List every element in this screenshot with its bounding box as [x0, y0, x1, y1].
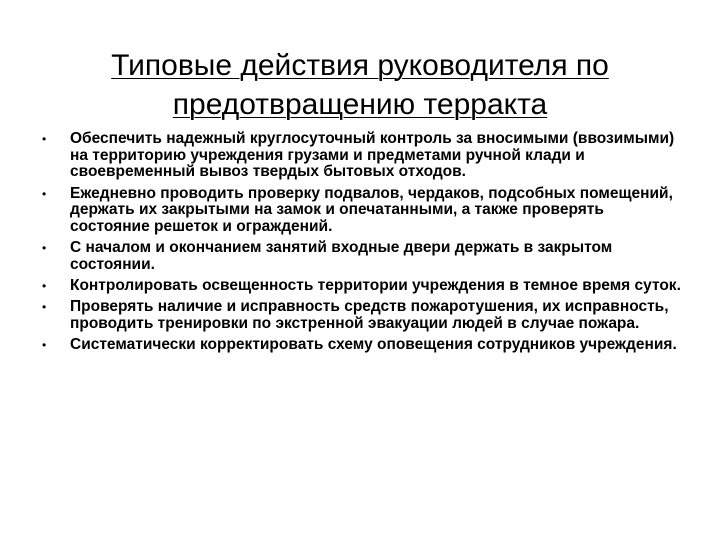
bullet-text: С началом и окончанием занятий входные двери держать в закрытом состоянии. [70, 239, 613, 273]
bullet-icon: • [42, 337, 47, 352]
bullet-item-cargo-control [42, 131, 682, 181]
bullet-icon: • [42, 132, 47, 146]
bullet-item-fire-equipment [42, 299, 682, 332]
bullet-list [42, 131, 682, 358]
bullet-text: Обеспечить надежный круглосуточный контроль за вносимыми (ввозимыми) на территорию учреждения грузами и предметами ручной клади и своевременный вывоз твердых бытовых отходов. [70, 130, 675, 181]
bullet-text: Проверять наличие и исправность средств пожаротушения, их исправность, проводить тренировки по экстренной эвакуации людей в случае пожара. [70, 297, 669, 332]
bullet-icon: • [42, 299, 47, 314]
bullet-icon: • [42, 278, 47, 293]
slide-title [60, 46, 660, 124]
bullet-text: Контролировать освещенность территории учреждения в темное время суток. [70, 276, 681, 294]
bullet-icon: • [42, 241, 47, 255]
bullet-icon: • [42, 186, 47, 201]
bullet-item-lighting-control [42, 278, 682, 295]
slide-title-line-2: предотвращению терракта [172, 88, 548, 122]
bullet-text: Ежедневно проводить проверку подвалов, чердаков, подсобных помещений, держать их закрытыми на замок и опечатанными, а также проверять состояние решеток и ограждений. [70, 184, 673, 235]
bullet-item-notification-scheme [42, 337, 682, 354]
bullet-text: Систематически корректировать схему оповещения сотрудников учреждения. [70, 335, 677, 353]
bullet-item-daily-inspection [42, 186, 682, 236]
slide-title-line-1: Типовые действия руководителя по [111, 49, 609, 83]
bullet-item-doors-closed [42, 240, 682, 273]
